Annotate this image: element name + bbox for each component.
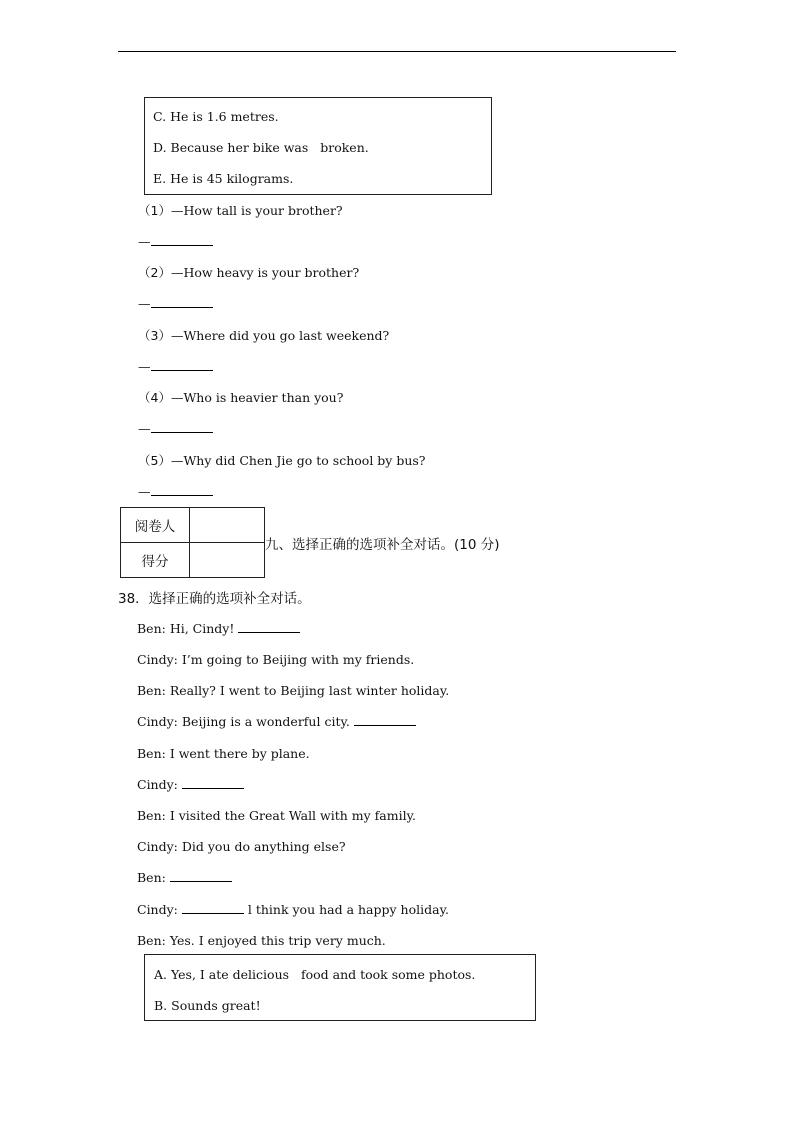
dialogue-line-7 — [137, 808, 416, 824]
dialogue-line-2 — [137, 652, 414, 668]
reviewer-cell[interactable] — [190, 508, 265, 543]
answer-1[interactable] — [138, 234, 213, 250]
header-rule — [118, 51, 676, 52]
answer-5[interactable] — [138, 484, 213, 500]
dialogue-blank[interactable] — [182, 777, 244, 789]
question-number: （1） — [138, 203, 171, 218]
question-number: （4） — [138, 390, 171, 405]
dialogue-line-1 — [137, 621, 300, 637]
option-a: A. Yes, I ate delicious food and took some photos. — [154, 967, 476, 982]
dialogue-blank[interactable] — [238, 621, 300, 633]
dialogue-text: l think you had a happy holiday. — [243, 902, 449, 917]
dialogue-line-10 — [137, 902, 449, 918]
question-5 — [138, 453, 426, 469]
question-1 — [138, 203, 343, 219]
answer-dash: — — [138, 234, 151, 249]
option-e: E. He is 45 kilograms. — [153, 171, 294, 186]
score-label: 得分 — [121, 543, 190, 578]
dialogue-text: Cindy: I’m going to Beijing with my friends. — [137, 652, 415, 667]
question-2 — [138, 265, 359, 281]
question-number: （5） — [138, 453, 171, 468]
dialogue-line-9 — [137, 870, 232, 886]
question-number: （2） — [138, 265, 171, 280]
score-table — [120, 507, 265, 578]
answer-2[interactable] — [138, 296, 213, 312]
answer-dash: — — [138, 484, 151, 499]
dialogue-text: Ben: — [137, 870, 170, 885]
question-3 — [138, 328, 389, 344]
question-text: —Why did Chen Jie go to school by bus? — [170, 453, 426, 468]
options-box-1 — [144, 97, 492, 195]
section-title: 九、选择正确的选项补全对话。(10 分) — [265, 537, 500, 553]
answer-blank[interactable] — [151, 421, 213, 433]
dialogue-text: Ben: Yes. I enjoyed this trip very much. — [137, 933, 386, 948]
question-4 — [138, 390, 343, 406]
dialogue-text: Ben: Really? I went to Beijing last winter holiday. — [137, 683, 450, 698]
dialogue-line-5 — [137, 746, 310, 762]
option-c: C. He is 1.6 metres. — [153, 109, 279, 124]
answer-blank[interactable] — [151, 359, 213, 371]
question-text: —How heavy is your brother? — [170, 265, 360, 280]
dialogue-line-3 — [137, 683, 449, 699]
answer-blank[interactable] — [151, 484, 213, 496]
question-number: （3） — [138, 328, 171, 343]
answer-blank[interactable] — [151, 234, 213, 246]
dialogue-text: Cindy: — [137, 777, 182, 792]
option-b: B. Sounds great! — [154, 998, 261, 1013]
answer-3[interactable] — [138, 359, 213, 375]
question-38-title: 38．选择正确的选项补全对话。 — [118, 591, 311, 607]
dialogue-line-8 — [137, 839, 346, 855]
answer-dash: — — [138, 296, 151, 311]
dialogue-line-4 — [137, 714, 416, 730]
dialogue-text: Cindy: Beijing is a wonderful city. — [137, 714, 354, 729]
dialogue-blank[interactable] — [170, 870, 232, 882]
option-d: D. Because her bike was broken. — [153, 140, 369, 155]
dialogue-blank[interactable] — [182, 902, 244, 914]
dialogue-text: Ben: I visited the Great Wall with my family. — [137, 808, 416, 823]
reviewer-label: 阅卷人 — [121, 508, 190, 543]
dialogue-text: Cindy: — [137, 902, 182, 917]
answer-dash: — — [138, 359, 151, 374]
score-cell[interactable] — [190, 543, 265, 578]
dialogue-blank[interactable] — [354, 714, 416, 726]
answer-dash: — — [138, 421, 151, 436]
dialogue-line-6 — [137, 777, 244, 793]
dialogue-text: Ben: I went there by plane. — [137, 746, 310, 761]
question-text: —How tall is your brother? — [170, 203, 343, 218]
dialogue-text: Cindy: Did you do anything else? — [137, 839, 346, 854]
question-text: —Where did you go last weekend? — [170, 328, 390, 343]
dialogue-line-11 — [137, 933, 386, 949]
question-text: —Who is heavier than you? — [170, 390, 344, 405]
answer-4[interactable] — [138, 421, 213, 437]
options-box-2 — [144, 954, 536, 1021]
answer-blank[interactable] — [151, 296, 213, 308]
dialogue-text: Ben: Hi, Cindy! — [137, 621, 239, 636]
